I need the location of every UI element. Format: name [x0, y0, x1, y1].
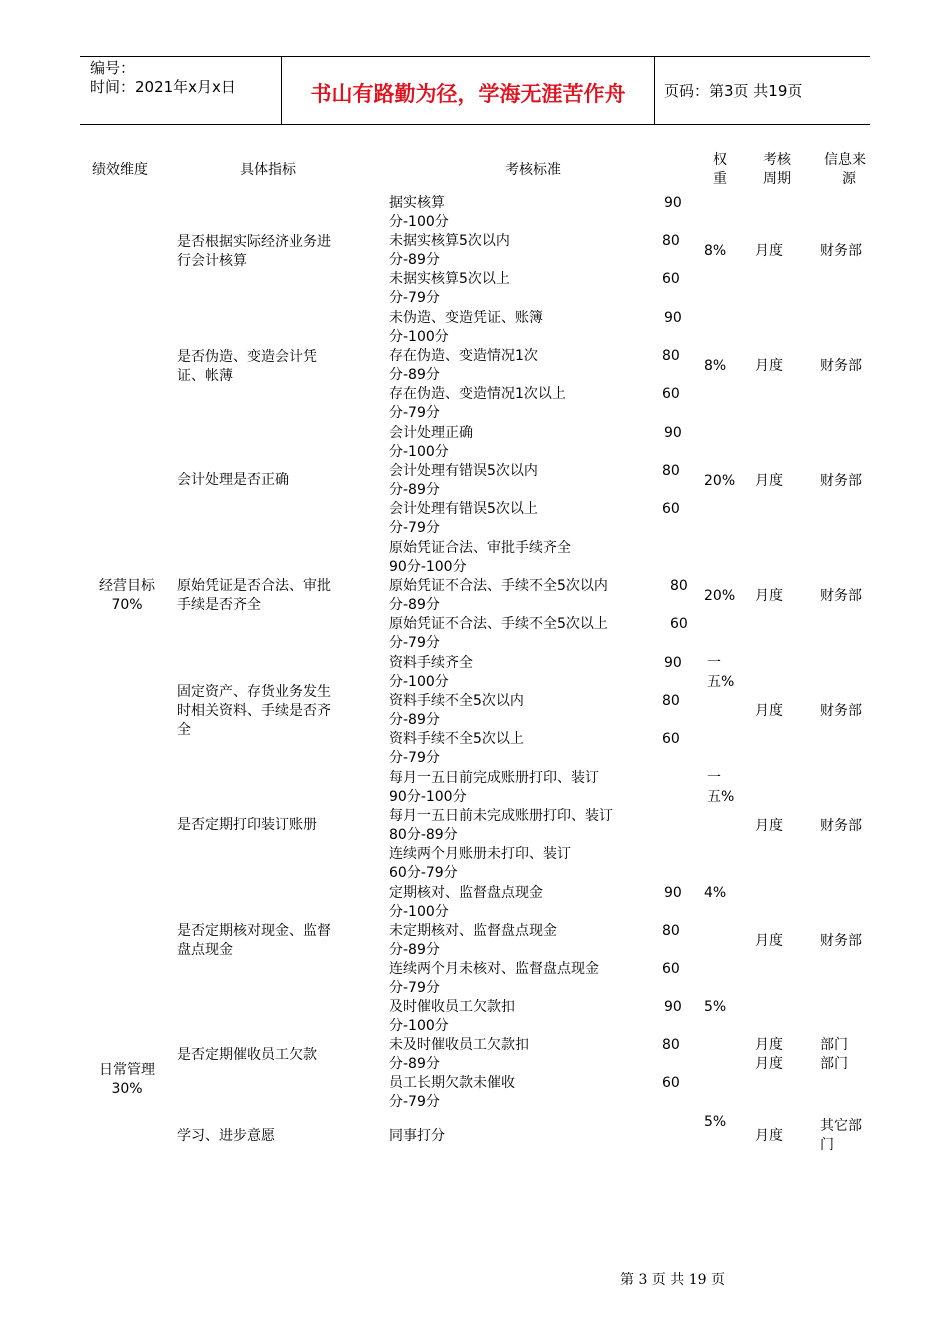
- header-bottom-rule: [80, 124, 870, 125]
- criterion-desc: 未据实核算5次以内: [389, 233, 510, 249]
- dimension-label: 经营目标: [99, 578, 155, 594]
- criterion-desc: 未及时催收员工欠款扣: [389, 1037, 529, 1053]
- weight-value: 五%: [707, 789, 735, 805]
- source-value: 财务部: [820, 703, 862, 719]
- criterion-range: 分-79分: [389, 1094, 440, 1110]
- weight-value: 一: [707, 770, 721, 786]
- page-footer: 第 3 页 共 19 页: [620, 1272, 725, 1288]
- criterion-range: 90分-100分: [389, 789, 467, 805]
- source-value: 财务部: [820, 243, 862, 259]
- period-value: 月度: [755, 933, 783, 949]
- criterion-desc: 资料手续不全5次以内: [389, 693, 524, 709]
- criterion-score: 80: [662, 923, 680, 939]
- col-header-dimension: 绩效维度: [92, 162, 148, 178]
- header-divider-right: [654, 56, 655, 125]
- criterion-desc: 连续两个月未核对、监督盘点现金: [389, 961, 599, 977]
- period-value: 月度: [755, 358, 783, 374]
- col-header-indicator: 具体指标: [240, 162, 296, 178]
- indicator-text: 是否定期催收员工欠款: [177, 1047, 317, 1063]
- criterion-score: 80: [662, 233, 680, 249]
- criterion-range: 60分-79分: [389, 865, 458, 881]
- criterion-desc: 原始凭证不合法、手续不全5次以上: [389, 616, 608, 632]
- col-header-period: 周期: [763, 171, 791, 187]
- criterion-score: 80: [670, 578, 688, 594]
- weight-value: 8%: [704, 358, 727, 374]
- slogan: 书山有路勤为径，学海无涯苦作舟: [310, 82, 626, 106]
- source-value: 其它部: [820, 1118, 862, 1134]
- criterion-range: 90分-100分: [389, 559, 467, 575]
- criterion-range: 分-100分: [389, 904, 449, 920]
- criterion-desc: 及时催收员工欠款扣: [389, 999, 515, 1015]
- criterion-score: 60: [662, 386, 680, 402]
- criterion-score: 90: [664, 310, 682, 326]
- criterion-desc: 每月一五日前未完成账册打印、装订: [389, 808, 613, 824]
- indicator-text: 原始凭证是否合法、审批: [177, 578, 331, 594]
- criterion-range: 分-89分: [389, 597, 440, 613]
- period-value: 月度: [755, 473, 783, 489]
- indicator-text: 固定资产、存货业务发生: [177, 684, 331, 700]
- dimension-label: 日常管理: [99, 1062, 155, 1078]
- source-value: 财务部: [820, 588, 862, 604]
- period-value: 月度: [755, 588, 783, 604]
- date-label: 时间：2021年x月x日: [90, 78, 236, 96]
- source-value: 财务部: [820, 933, 862, 949]
- dimension-weight: 30%: [111, 1081, 143, 1097]
- criterion-desc: 每月一五日前完成账册打印、装订: [389, 770, 599, 786]
- indicator-text: 手续是否齐全: [177, 597, 261, 613]
- criterion-score: 80: [662, 348, 680, 364]
- criterion-range: 分-79分: [389, 750, 440, 766]
- criterion-score: 90: [664, 885, 682, 901]
- source-value: 财务部: [820, 473, 862, 489]
- criterion-desc: 会计处理有错误5次以内: [389, 463, 538, 479]
- criterion-desc: 连续两个月账册未打印、装订: [389, 846, 571, 862]
- criterion-desc: 未据实核算5次以上: [389, 271, 510, 287]
- source-value: 门: [820, 1137, 834, 1153]
- criterion-range: 分-100分: [389, 329, 449, 345]
- col-header-standard: 考核标准: [505, 162, 561, 178]
- criterion-score: 90: [664, 425, 682, 441]
- criterion-score: 60: [662, 271, 680, 287]
- weight-value: 5%: [704, 1114, 727, 1130]
- criterion-desc: 资料手续不全5次以上: [389, 731, 524, 747]
- source-value: 部门: [820, 1037, 848, 1053]
- criterion-desc: 会计处理正确: [389, 425, 473, 441]
- period-value: 月度: [755, 1037, 783, 1053]
- criterion-range: 80分-89分: [389, 827, 458, 843]
- page-indicator: 页码：第3页 共19页: [664, 82, 803, 100]
- criterion-desc: 会计处理有错误5次以上: [389, 501, 538, 517]
- criterion-range: 分-89分: [389, 367, 440, 383]
- criterion-range: 分-89分: [389, 252, 440, 268]
- source-value: 财务部: [820, 818, 862, 834]
- source-value: 财务部: [820, 358, 862, 374]
- col-header-weight: 权: [713, 152, 727, 168]
- criterion-range: 分-79分: [389, 980, 440, 996]
- indicator-text: 是否根据实际经济业务进: [177, 234, 331, 250]
- weight-value: 4%: [704, 885, 727, 901]
- indicator-text: 学习、进步意愿: [177, 1128, 275, 1144]
- criterion-range: 分-89分: [389, 1056, 440, 1072]
- criterion-desc: 存在伪造、变造情况1次: [389, 348, 538, 364]
- criterion-range: 分-79分: [389, 520, 440, 536]
- criterion-range: 分-100分: [389, 214, 449, 230]
- criterion-desc: 定期核对、监督盘点现金: [389, 885, 543, 901]
- weight-value: 20%: [704, 588, 736, 604]
- col-header-source: 信息来: [824, 152, 866, 168]
- criterion-desc: 原始凭证合法、审批手续齐全: [389, 540, 571, 556]
- period-value: 月度: [755, 818, 783, 834]
- criterion-range: 分-79分: [389, 635, 440, 651]
- indicator-text: 是否定期核对现金、监督: [177, 923, 331, 939]
- criterion-score: 80: [662, 463, 680, 479]
- criterion-desc: 未定期核对、监督盘点现金: [389, 923, 557, 939]
- weight-value: 一: [707, 655, 721, 671]
- indicator-text: 全: [177, 722, 191, 738]
- weight-value: 5%: [704, 999, 727, 1015]
- indicator-text: 行会计核算: [177, 253, 247, 269]
- criterion-range: 分-100分: [389, 1018, 449, 1034]
- period-value: 月度: [755, 1128, 783, 1144]
- criterion-score: 80: [662, 693, 680, 709]
- serial-label: 编号：: [90, 59, 136, 77]
- criterion-score: 60: [662, 501, 680, 517]
- indicator-text: 时相关资料、手续是否齐: [177, 703, 331, 719]
- col-header-source: 源: [842, 171, 856, 187]
- criterion-score: 60: [670, 616, 688, 632]
- criterion-range: 分-89分: [389, 482, 440, 498]
- weight-value: 20%: [704, 473, 736, 489]
- indicator-text: 是否定期打印装订账册: [177, 817, 317, 833]
- weight-value: 五%: [707, 674, 735, 690]
- criterion-desc: 据实核算: [389, 195, 445, 211]
- criterion-score: 60: [662, 961, 680, 977]
- criterion-score: 60: [662, 1075, 680, 1091]
- criterion-score: 90: [664, 195, 682, 211]
- criterion-desc: 未伪造、变造凭证、账簿: [389, 310, 543, 326]
- indicator-text: 会计处理是否正确: [177, 472, 289, 488]
- header-top-rule: [80, 56, 870, 57]
- criterion-range: 分-79分: [389, 290, 440, 306]
- criterion-range: 分-89分: [389, 942, 440, 958]
- period-value: 月度: [755, 703, 783, 719]
- criterion-range: 分-79分: [389, 405, 440, 421]
- criterion-range: 分-89分: [389, 712, 440, 728]
- indicator-text: 证、帐薄: [177, 368, 233, 384]
- dimension-weight: 70%: [111, 597, 143, 613]
- criterion-range: 分-100分: [389, 444, 449, 460]
- criterion-score: 90: [664, 999, 682, 1015]
- criterion-desc: 员工长期欠款未催收: [389, 1075, 515, 1091]
- col-header-period: 考核: [763, 152, 791, 168]
- col-header-weight: 重: [713, 171, 727, 187]
- criterion-desc: 原始凭证不合法、手续不全5次以内: [389, 578, 608, 594]
- indicator-text: 是否伪造、变造会计凭: [177, 349, 317, 365]
- criterion-score: 60: [662, 731, 680, 747]
- period-value: 月度: [755, 1056, 783, 1072]
- criterion-score: 90: [664, 655, 682, 671]
- criterion-desc: 资料手续齐全: [389, 655, 473, 671]
- indicator-text: 盘点现金: [177, 942, 233, 958]
- period-value: 月度: [755, 243, 783, 259]
- criterion-desc: 同事打分: [389, 1128, 445, 1144]
- criterion-desc: 存在伪造、变造情况1次以上: [389, 386, 566, 402]
- weight-value: 8%: [704, 243, 727, 259]
- source-value: 部门: [820, 1056, 848, 1072]
- criterion-range: 分-100分: [389, 674, 449, 690]
- criterion-score: 80: [662, 1037, 680, 1053]
